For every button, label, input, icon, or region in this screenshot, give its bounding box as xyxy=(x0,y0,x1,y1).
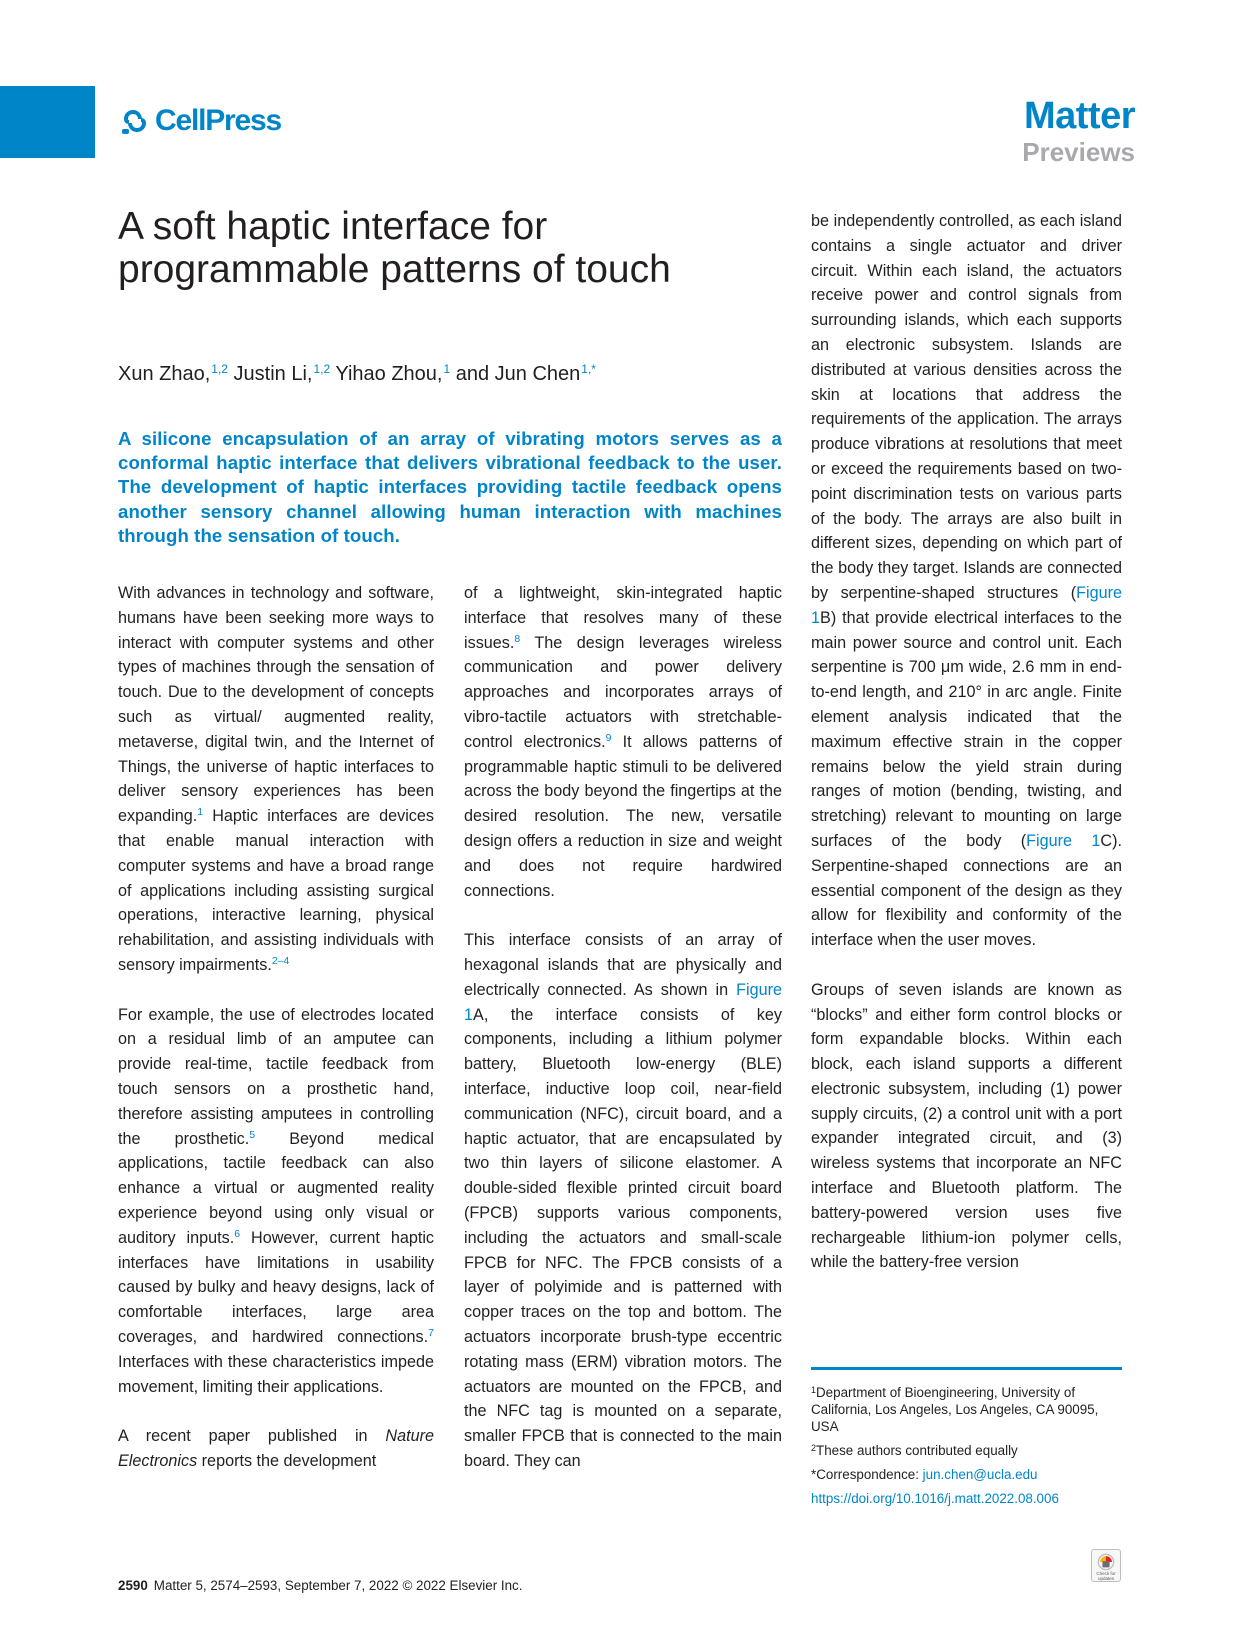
equal-contribution-footnote xyxy=(811,1442,1122,1459)
badge-label: Check for updates xyxy=(1096,1571,1116,1581)
affiliation-mark[interactable]: 1,* xyxy=(581,362,596,376)
author-name: Xun Zhao, xyxy=(118,363,211,385)
text-span: Groups of seven islands are known as “blocks” and either form control blocks or form expandable blocks. Within each block, each island supports a different electronic subsystem, including (1) power supply circuits, (2) a control unit with a port expander integrated circuit, and (3) wireless systems that incorporate an NFC interface and Bluetooth platform. The battery-powered version uses five rechargeable lithium-ion polymer cells, while the battery-free version xyxy=(811,980,1122,1272)
author-name: and Jun Chen xyxy=(450,363,581,385)
citation-line: Matter 5, 2574–2593, September 7, 2022 © 2022 Elsevier Inc. xyxy=(153,1578,523,1593)
citation-link[interactable]: 8 xyxy=(514,632,521,645)
email-link[interactable]: jun.chen@ucla.edu xyxy=(922,1467,1038,1482)
journal-name-italic: Nature Electronics xyxy=(118,1427,434,1470)
doi-link[interactable]: https://doi.org/10.1016/j.matt.2022.08.006 xyxy=(811,1491,1059,1506)
footnote-mark: 1 xyxy=(811,1385,817,1395)
text-span: reports the development xyxy=(197,1451,377,1470)
citation-link[interactable]: 2–4 xyxy=(271,954,290,967)
cellpress-logo[interactable] xyxy=(118,104,281,138)
journal-section: Previews xyxy=(1022,137,1135,167)
journal-name: Matter xyxy=(1023,95,1135,137)
page-footer xyxy=(118,1578,522,1593)
text-span: For example, the use of electrodes located on a residual limb of an amputee can provide real-time, tactile feedback from touch sensors on a prosthetic hand, therefore assisting amputees in controlling the prosthetic. xyxy=(118,1005,434,1148)
page-number: 2590 xyxy=(118,1578,148,1593)
correspondence-footnote xyxy=(811,1466,1122,1483)
publisher-name: CellPress xyxy=(155,104,281,137)
body-column-2 xyxy=(464,581,782,1474)
author-name: Justin Li, xyxy=(227,363,313,385)
citation-link[interactable]: 1 xyxy=(197,806,204,819)
citation-link[interactable]: 6 xyxy=(234,1227,241,1240)
affiliation-footnote xyxy=(811,1384,1122,1435)
affiliation-mark[interactable]: 1,2 xyxy=(313,362,331,376)
text-span: A recent paper published in xyxy=(118,1427,386,1446)
paragraph xyxy=(464,928,782,1474)
text-span: It allows patterns of programmable haptic stimuli to be delivered across the body beyond the fingertips at the desired resolution. The new, versatile design offers a reduction in size and weight and does not require hardwired connections. xyxy=(464,732,782,900)
article-title: A soft haptic interface for programmable patterns of touch xyxy=(118,205,671,291)
paragraph xyxy=(118,1424,434,1474)
affiliation-text: Department of Bioengineering, University of California, Los Angeles, Los Angeles, CA 90095, USA xyxy=(811,1385,1099,1434)
figure-link[interactable]: Figure 1 xyxy=(464,980,782,1024)
cellpress-logo-icon xyxy=(118,104,152,138)
text-span: Beyond medical applications, tactile feedback can also enhance a virtual or augmented reality experience beyond using only visual or auditory inputs. xyxy=(118,1129,434,1247)
body-column-1 xyxy=(118,581,434,1474)
affiliation-mark[interactable]: 1 xyxy=(443,362,451,376)
journal-header xyxy=(1022,97,1135,168)
text-span: This interface consists of an array of hexagonal islands that are physically and electrically connected. As shown in xyxy=(464,931,782,999)
paragraph xyxy=(811,209,1122,953)
author-list xyxy=(118,362,596,386)
figure-link[interactable]: Figure 1 xyxy=(1026,831,1101,850)
check-for-updates-icon xyxy=(1097,1553,1115,1571)
footnote-divider xyxy=(811,1367,1122,1370)
text-span: of a lightweight, skin-integrated haptic interface that resolves many of these issues. xyxy=(464,584,782,652)
paragraph xyxy=(464,581,782,903)
text-span: be independently controlled, as each island contains a single actuator and driver circuit. Within each island, the actuators receive power and control signals from surrounding islands, which each supports an electronic subsystem. Islands are distributed at various densities across the skin at locations that address the requirements of the application. The arrays produce vibrations at resolutions that meet or exceed the requirements based on two-point discrimination tests on various parts of the body. The arrays are also built in different sizes, depending on which part of the body they target. Islands are connected by serpentine-shaped structures ( xyxy=(811,212,1122,602)
body-column-3 xyxy=(811,209,1122,1275)
affiliation-mark[interactable]: 1,2 xyxy=(211,362,228,376)
check-for-updates-badge[interactable] xyxy=(1091,1549,1121,1582)
text-span: B) that provide electrical interfaces to the main power source and control unit. Each serpentine is 700 μm wide, 2.6 mm in end-to-end length, and 210° in arc angle. Finite element analysis indicated that the maximum effective strain in the copper remains below the yield strain during ranges of motion (bending, twisting, and stretching) relevant to mounting on large surfaces of the body ( xyxy=(811,608,1122,850)
paragraph xyxy=(118,581,434,978)
text-span: C). Serpentine-shaped connections are an essential component of the design as they allow for flexibility and conformity of the interface when the user moves. xyxy=(811,831,1122,950)
contribution-text: These authors contributed equally xyxy=(816,1443,1018,1458)
text-span: Haptic interfaces are devices that enable manual interaction with computer systems and have a broad range of applications including assisting surgical operations, interactive learning, physical rehabilitation, and assisting individuals with sensory impairments. xyxy=(118,807,434,974)
doi-footnote xyxy=(811,1490,1122,1507)
citation-link[interactable]: 9 xyxy=(605,731,612,744)
text-span: A, the interface consists of key components, including a lithium polymer battery, Bluetooth low-energy (BLE) interface, inductive loop coil, near-field communication (NFC), circuit board, and a haptic actuator, that are encapsulated by two thin layers of silicone elastomer. A double-sided flexible printed circuit board (FPCB) supports various components, including the actuators and small-scale FPCB for NFC. The FPCB consists of a layer of polyimide and is patterned with copper traces on the top and bottom. The actuators incorporate brush-type eccentric rotating mass (ERM) vibration motors. The actuators are mounted on the FPCB, and the NFC tag is mounted on a separate, smaller FPCB that is connected to the main board. They can xyxy=(464,1005,782,1470)
author-name: Yihao Zhou, xyxy=(330,363,443,385)
footnote-mark: 2 xyxy=(811,1443,817,1453)
citation-link[interactable]: 5 xyxy=(249,1128,256,1141)
footnotes xyxy=(811,1384,1122,1514)
abstract: A silicone encapsulation of an array of vibrating motors serves as a conformal haptic interface that delivers vibrational feedback to the user. The development of haptic interfaces providing tactile feedback opens another sensory channel allowing human interaction with machines through the sensation of touch. xyxy=(118,428,782,546)
text-span: Interfaces with these characteristics impede movement, limiting their applications. xyxy=(118,1352,434,1396)
figure-link[interactable]: Figure 1 xyxy=(811,583,1122,627)
paragraph xyxy=(811,978,1122,1276)
paragraph xyxy=(118,1003,434,1400)
text-span: The design leverages wireless communication and power delivery approaches and incorporates arrays of vibro-tactile actuators with stretchable-control electronics. xyxy=(464,633,782,751)
text-span: With advances in technology and software, humans have been seeking more ways to interact with computer systems and other types of machines through the sensation of touch. Due to the development of concepts such as virtual/ augmented reality, metaverse, digital twin, and the Internet of Things, the universe of haptic interfaces to deliver sensory experiences has been expanding. xyxy=(118,584,434,826)
correspondence-label: *Correspondence: xyxy=(811,1467,923,1482)
text-span: However, current haptic interfaces have limitations in usability caused by bulky and heavy designs, lack of comfortable interfaces, large area coverages, and hardwired connections. xyxy=(118,1228,435,1346)
corner-color-block xyxy=(0,86,95,158)
citation-link[interactable]: 7 xyxy=(428,1326,434,1339)
